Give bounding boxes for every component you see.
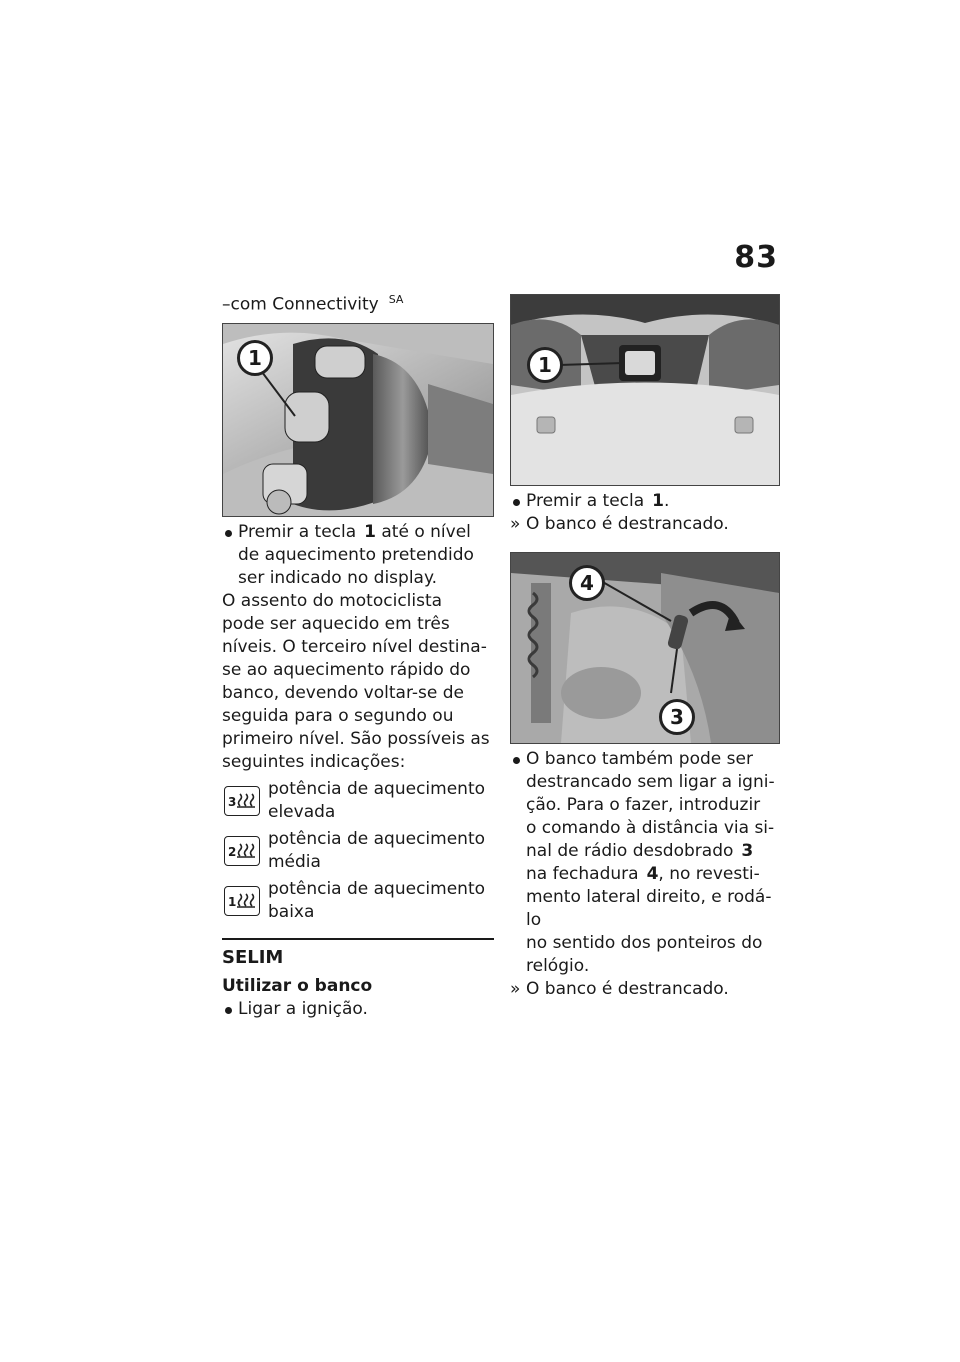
ref-3: 3 — [741, 841, 754, 861]
paragraph-line: pode ser aquecido em três — [222, 613, 450, 634]
handlebar-switch-figure — [222, 323, 494, 517]
subsection-title: Utilizar o banco — [222, 975, 373, 996]
result-unlocked: » O banco é destrancado. — [510, 978, 782, 1001]
step-rest-2: de aquecimento pretendido — [238, 544, 474, 565]
indication-text-2: baixa — [268, 901, 315, 922]
paragraph-line: banco, devendo voltar-se de — [222, 682, 464, 703]
step-press-button — [222, 521, 494, 590]
variant-tag: SA — [388, 293, 404, 306]
ref-1: 1 — [364, 521, 376, 542]
ref-1: 1 — [652, 491, 664, 511]
callout-4: 4 — [569, 565, 605, 601]
variant-label-text: –com Connectivity — [222, 294, 379, 315]
seat-button-figure — [510, 294, 780, 486]
step-ignition: Ligar a ignição. — [222, 998, 494, 1021]
section-divider — [222, 938, 494, 940]
seat-button-illustration — [511, 295, 779, 485]
paragraph-line: seguintes indicações: — [222, 751, 406, 772]
callout-3: 3 — [659, 699, 695, 735]
paragraph-line: níveis. O terceiro nível destina- — [222, 636, 487, 657]
callout-1: 1 — [527, 347, 563, 383]
ref-4: 4 — [646, 864, 659, 884]
step-press-button: Premir a tecla 1. — [510, 490, 782, 513]
seat-heat-level-1-icon: 1 — [224, 886, 260, 916]
step-rest-3: ser indicado no display. — [238, 567, 438, 588]
step-rest-1: até o nível — [381, 521, 471, 542]
seat-heat-level-3-icon: 3 — [224, 786, 260, 816]
paragraph-line: primeiro nível. São possíveis as — [222, 728, 490, 749]
indication-text-1: potência de aquecimento — [268, 778, 486, 799]
seat-lock-figure — [510, 552, 780, 744]
paragraph-line: O assento do motociclista — [222, 590, 443, 611]
indication-text-2: elevada — [268, 801, 336, 822]
indication-level-3 — [222, 778, 494, 824]
seat-lock-illustration — [511, 553, 779, 743]
step-text: Premir a tecla — [238, 521, 357, 542]
variant-label — [222, 288, 494, 317]
indication-text-2: média — [268, 851, 321, 872]
indication-text-1: potência de aquecimento — [268, 878, 486, 899]
paragraph-line: se ao aquecimento rápido do — [222, 659, 471, 680]
paragraph-line: seguida para o segundo ou — [222, 705, 454, 726]
heating-paragraph — [222, 590, 494, 774]
indication-text-1: potência de aquecimento — [268, 828, 486, 849]
right-column — [510, 294, 782, 1001]
indication-level-2 — [222, 828, 494, 874]
result-unlocked: » O banco é destrancado. — [510, 513, 782, 536]
indication-level-1 — [222, 878, 494, 924]
callout-1: 1 — [237, 340, 273, 376]
step-remote-unlock: O banco também pode ser destrancado sem ligar a igni- ção. Para o fazer, introduzir o comando à distância via si- nal de rádio desdobrado 3 na fechadura 4, no revesti- mento lateral direito, e rodá-lo no sentido dos ponteiros do relógio. — [510, 748, 782, 978]
seat-heat-level-2-icon: 2 — [224, 836, 260, 866]
left-column — [222, 288, 494, 1021]
section-title: SELIM — [222, 946, 284, 968]
page-number: 83 — [734, 240, 778, 275]
